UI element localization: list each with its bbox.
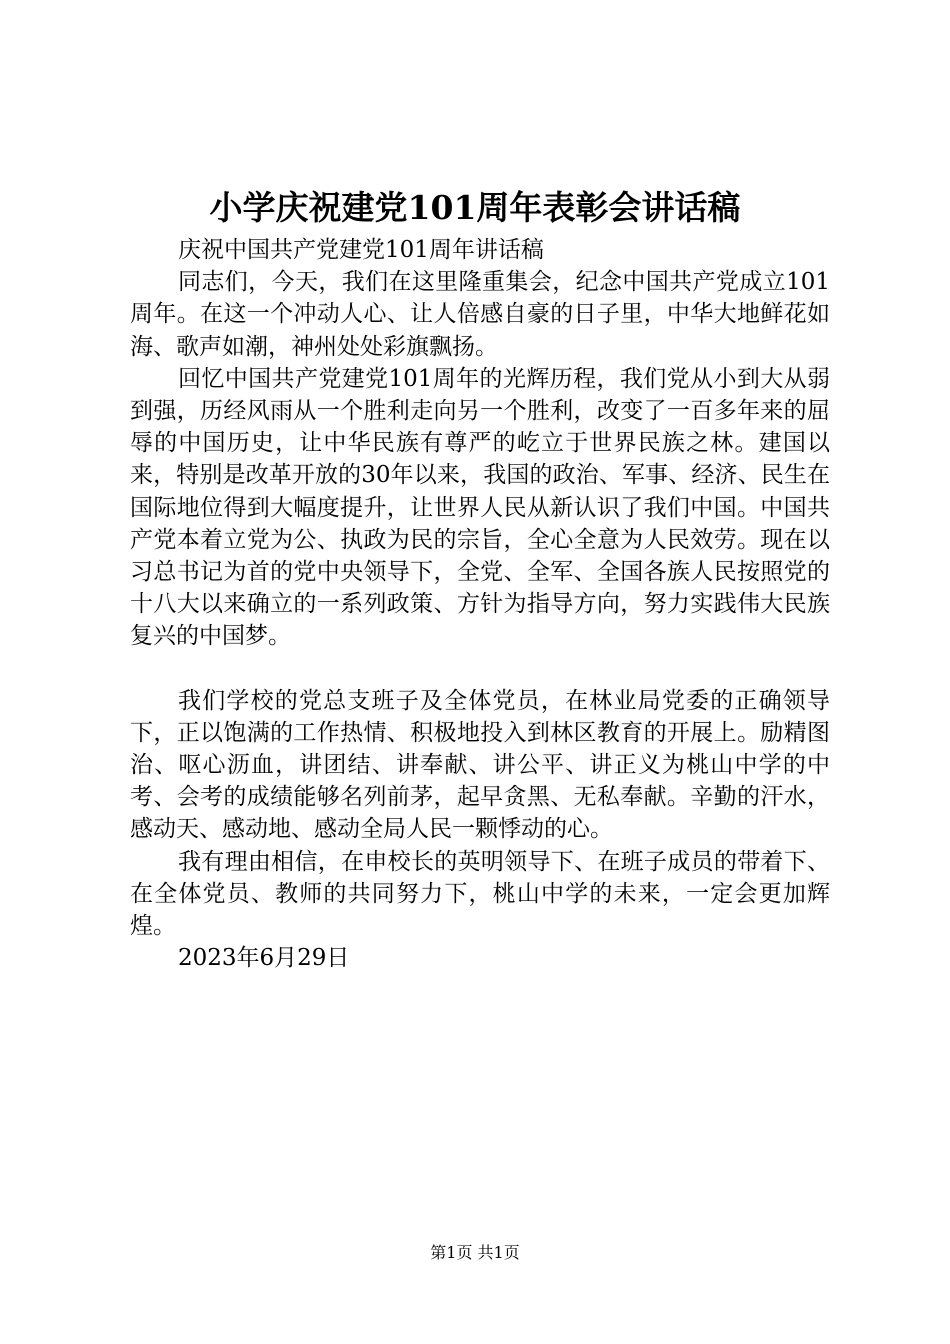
paragraph-history: 回忆中国共产党建党101周年的光辉历程，我们党从小到大从弱到强，历经风雨从一个胜利走向另一个胜利，改变了一百多年来的屈辱的中国历史，让中华民族有尊严的屹立于世界民族之林。建国以来，特别是改革开放的30年以来，我国的政治、军事、经济、民生在国际地位得到大幅度提升，让世界人民从新认识了我们中国。中国共产党本着立党为公、执政为民的宗旨，全心全意为人民效劳。现在以习总书记为首的党中央领导下，全党、全军、全国各族人民按照党的十八大以来确立的一系列政策、方针为指导方向，努力实践伟大民族复兴的中国梦。 [130, 365, 830, 650]
document-date: 2023年6月29日 [178, 945, 350, 972]
paragraph-school: 我们学校的党总支班子及全体党员，在林业局党委的正确领导下，正以饱满的工作热情、积极地投入到林区教育的开展上。励精图治、呕心沥血，讲团结、讲奉献、讲公平、讲正义为桃山中学的中考、会考的成绩能够名列前茅，起早贪黑、无私奉献。辛勤的汗水，感动天、感动地、感动全局人民一颗悸动的心。 [130, 687, 830, 843]
page-number-footer: 第1页 共1页 [430, 1243, 520, 1262]
document-title: 小学庆祝建党101周年表彰会讲话稿 [209, 188, 741, 227]
paragraph-conclusion: 我有理由相信，在申校长的英明领导下、在班子成员的带着下、在全体党员、教师的共同努力下，桃山中学的未来，一定会更加辉煌。 [130, 848, 830, 940]
document-body [130, 234, 830, 974]
paragraph-opening: 同志们，今天，我们在这里隆重集会，纪念中国共产党成立101周年。在这一个冲动人心、让人倍感自豪的日子里，中华大地鲜花如海、歌声如潮，神州处处彩旗飘扬。 [130, 269, 830, 360]
speech-subtitle: 庆祝中国共产党建党101周年讲话稿 [178, 237, 544, 263]
